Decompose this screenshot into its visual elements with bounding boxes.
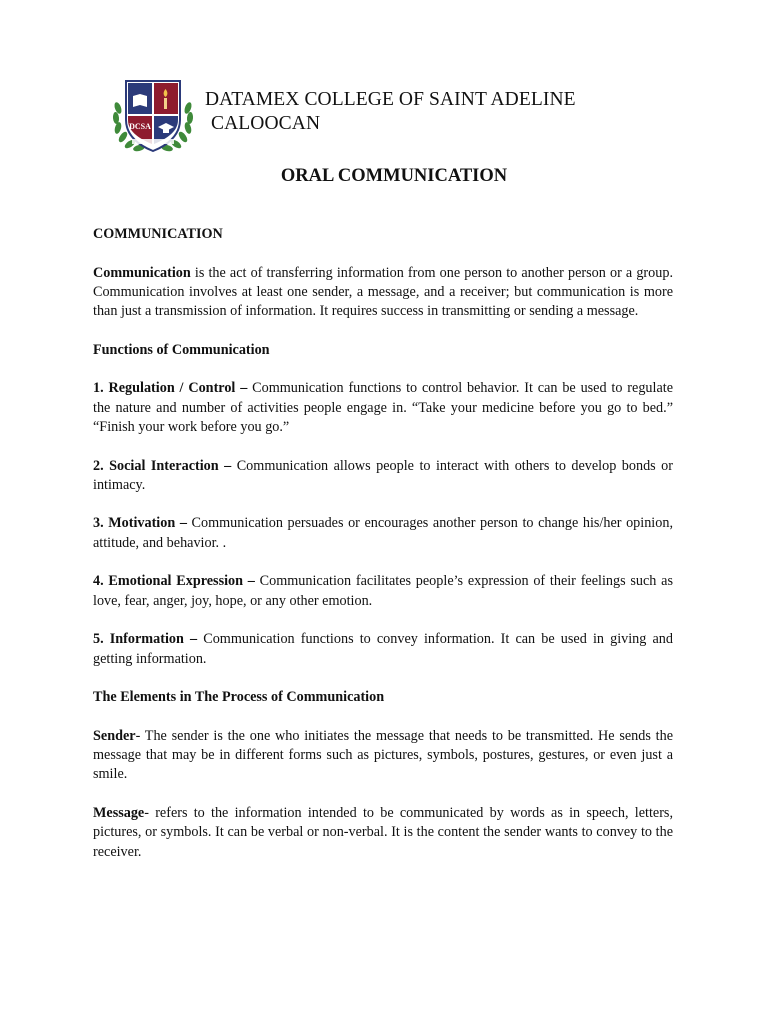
function-item bbox=[93, 630, 673, 669]
function-text: Communication persuades or encourages another person to change his/her opinion, attitude, and behavior. . bbox=[93, 515, 673, 551]
function-text: Communication facilitates people’s expression of their feelings such as love, fear, anger, joy, hope, or any other emotion. bbox=[93, 573, 673, 609]
function-text: Communication allows people to interact with others to develop bonds or intimacy. bbox=[93, 457, 673, 493]
function-text: Communication functions to control behavior. It can be used to regulate the nature and number of activities people engage in. “Take your medicine before you go to bed.” “Finish your work before you go.” bbox=[93, 380, 673, 435]
function-term: 1. Regulation / Control – bbox=[93, 380, 248, 397]
elements-heading: The Elements in The Process of Communication bbox=[93, 689, 385, 706]
function-term: 2. Social Interaction – bbox=[93, 457, 232, 474]
function-item bbox=[93, 457, 673, 496]
school-name-line1: DATAMEX COLLEGE OF SAINT ADELINE bbox=[205, 89, 576, 110]
function-item bbox=[93, 379, 673, 437]
communication-heading: COMMUNICATION bbox=[93, 226, 223, 242]
element-text: - The sender is the one who initiates the message that needs to be transmitted. He sends the message that may be in different forms such as pictures, symbols, postures, gestures, or even just a smile. bbox=[93, 727, 673, 783]
communication-definition bbox=[93, 264, 673, 322]
element-item bbox=[93, 804, 673, 862]
function-item bbox=[93, 572, 673, 611]
logo-text: DCSA bbox=[129, 122, 151, 131]
element-term: Message bbox=[93, 804, 145, 821]
school-name bbox=[205, 88, 576, 136]
communication-text: is the act of transferring information from one person to another person or a group. Communication involves at least one sender, a message, and a receiver; but communication is more than just a transmission of information. It requires success in transmitting or sending a message. bbox=[93, 264, 673, 320]
shield-icon bbox=[126, 81, 180, 151]
element-item bbox=[93, 727, 673, 785]
function-term: 4. Emotional Expression – bbox=[93, 573, 255, 590]
document-header bbox=[110, 78, 670, 158]
function-item bbox=[93, 514, 673, 553]
document-body bbox=[93, 225, 673, 881]
element-text: - refers to the information intended to be communicated by words as in speech, letters, pictures, or symbols. It can be verbal or non-verbal. It is the content the sender wants to convey to the receiver. bbox=[93, 804, 673, 860]
function-text: Communication functions to convey information. It can be used in giving and getting information. bbox=[93, 631, 673, 667]
college-crest-logo bbox=[110, 78, 196, 154]
communication-term: Communication bbox=[93, 264, 191, 281]
document-title: ORAL COMMUNICATION bbox=[280, 166, 508, 186]
functions-heading: Functions of Communication bbox=[93, 341, 270, 358]
element-term: Sender bbox=[93, 727, 136, 744]
school-name-line2: CALOOCAN bbox=[211, 113, 321, 134]
function-term: 5. Information – bbox=[93, 631, 198, 648]
function-term: 3. Motivation – bbox=[93, 515, 187, 532]
